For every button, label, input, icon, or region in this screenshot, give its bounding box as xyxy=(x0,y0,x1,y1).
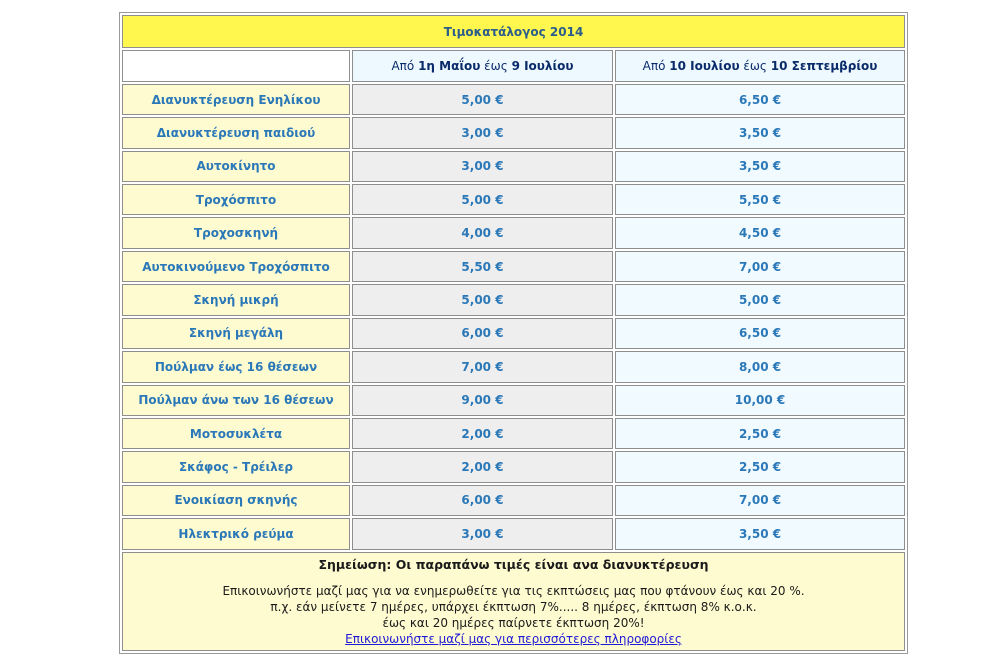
period-1-prefix: Από xyxy=(391,59,419,74)
period-1-to: 9 Ιουλίου xyxy=(511,59,574,74)
table-row xyxy=(122,451,905,482)
row-label: Αυτοκίνητο xyxy=(122,151,350,182)
period-1-from: 1η Μαΐου xyxy=(418,59,481,74)
table-row xyxy=(122,184,905,215)
price-period-1: 3,00 € xyxy=(352,117,613,148)
row-label: Τροχοσκηνή xyxy=(122,217,350,248)
price-period-1: 3,00 € xyxy=(352,518,613,549)
header-blank-cell xyxy=(122,50,350,81)
period-header-2 xyxy=(615,50,905,81)
period-2-prefix: Από xyxy=(642,59,670,74)
price-period-1: 4,00 € xyxy=(352,217,613,248)
price-list-table xyxy=(120,13,907,653)
price-period-1: 2,00 € xyxy=(352,418,613,449)
table-row xyxy=(122,251,905,282)
note-line-2: π.χ. εάν μείνετε 7 ημέρες, υπάρχει έκπτωση 7%..... 8 ημέρες, έκπτωση 8% κ.ο.κ. xyxy=(270,600,757,615)
table-row xyxy=(122,84,905,115)
note-cell xyxy=(122,552,905,651)
row-label: Ηλεκτρικό ρεύμα xyxy=(122,518,350,549)
period-2-mid: έως xyxy=(739,59,771,74)
price-list-container xyxy=(119,12,908,654)
row-label: Πούλμαν έως 16 θέσεων xyxy=(122,351,350,382)
price-period-2: 6,50 € xyxy=(615,318,905,349)
table-row xyxy=(122,318,905,349)
price-period-2: 10,00 € xyxy=(615,385,905,416)
period-header-1 xyxy=(352,50,613,81)
period-2-from: 10 Ιουλίου xyxy=(669,59,740,74)
price-period-2: 7,00 € xyxy=(615,251,905,282)
price-period-1: 5,00 € xyxy=(352,184,613,215)
price-period-2: 7,00 € xyxy=(615,485,905,516)
price-period-2: 3,50 € xyxy=(615,117,905,148)
price-period-2: 4,50 € xyxy=(615,217,905,248)
price-period-2: 8,00 € xyxy=(615,351,905,382)
price-period-2: 5,00 € xyxy=(615,284,905,315)
period-1-mid: έως xyxy=(480,59,512,74)
table-row xyxy=(122,284,905,315)
price-period-2: 2,50 € xyxy=(615,418,905,449)
price-period-1: 2,00 € xyxy=(352,451,613,482)
price-list-title: Τιμοκατάλογος 2014 xyxy=(122,15,905,48)
row-label: Διανυκτέρευση Ενηλίκου xyxy=(122,84,350,115)
note-heading: Σημείωση: Οι παραπάνω τιμές είναι ανα διανυκτέρευση xyxy=(318,557,709,573)
price-period-2: 5,50 € xyxy=(615,184,905,215)
table-row xyxy=(122,117,905,148)
row-label: Σκηνή μεγάλη xyxy=(122,318,350,349)
price-period-1: 7,00 € xyxy=(352,351,613,382)
period-2-to: 10 Σεπτεμβρίου xyxy=(770,59,878,74)
price-period-1: 6,00 € xyxy=(352,485,613,516)
table-row xyxy=(122,418,905,449)
price-period-1: 9,00 € xyxy=(352,385,613,416)
price-period-2: 2,50 € xyxy=(615,451,905,482)
price-period-1: 3,00 € xyxy=(352,151,613,182)
table-row xyxy=(122,351,905,382)
table-row xyxy=(122,385,905,416)
table-row xyxy=(122,151,905,182)
price-period-1: 5,00 € xyxy=(352,84,613,115)
row-label: Μοτοσυκλέτα xyxy=(122,418,350,449)
price-period-1: 5,00 € xyxy=(352,284,613,315)
table-row xyxy=(122,518,905,549)
note-line-3: έως και 20 ημέρες παίρνετε έκπτωση 20%! xyxy=(382,616,645,631)
table-row xyxy=(122,485,905,516)
price-period-2: 3,50 € xyxy=(615,151,905,182)
note-line-1: Επικοινωνήστε μαζί μας για να ενημερωθείτε για τις εκπτώσεις μας που φτάνουν έως και 20 %. xyxy=(222,584,805,599)
row-label: Πούλμαν άνω των 16 θέσεων xyxy=(122,385,350,416)
price-period-2: 3,50 € xyxy=(615,518,905,549)
row-label: Σκηνή μικρή xyxy=(122,284,350,315)
price-period-2: 6,50 € xyxy=(615,84,905,115)
row-label: Αυτοκινούμενο Τροχόσπιτο xyxy=(122,251,350,282)
row-label: Διανυκτέρευση παιδιού xyxy=(122,117,350,148)
price-period-1: 6,00 € xyxy=(352,318,613,349)
price-period-1: 5,50 € xyxy=(352,251,613,282)
row-label: Ενοικίαση σκηνής xyxy=(122,485,350,516)
contact-link[interactable]: Επικοινωνήστε μαζί μας για περισσότερες πληροφορίες xyxy=(345,632,682,647)
row-label: Τροχόσπιτο xyxy=(122,184,350,215)
table-row xyxy=(122,217,905,248)
row-label: Σκάφος - Τρέιλερ xyxy=(122,451,350,482)
